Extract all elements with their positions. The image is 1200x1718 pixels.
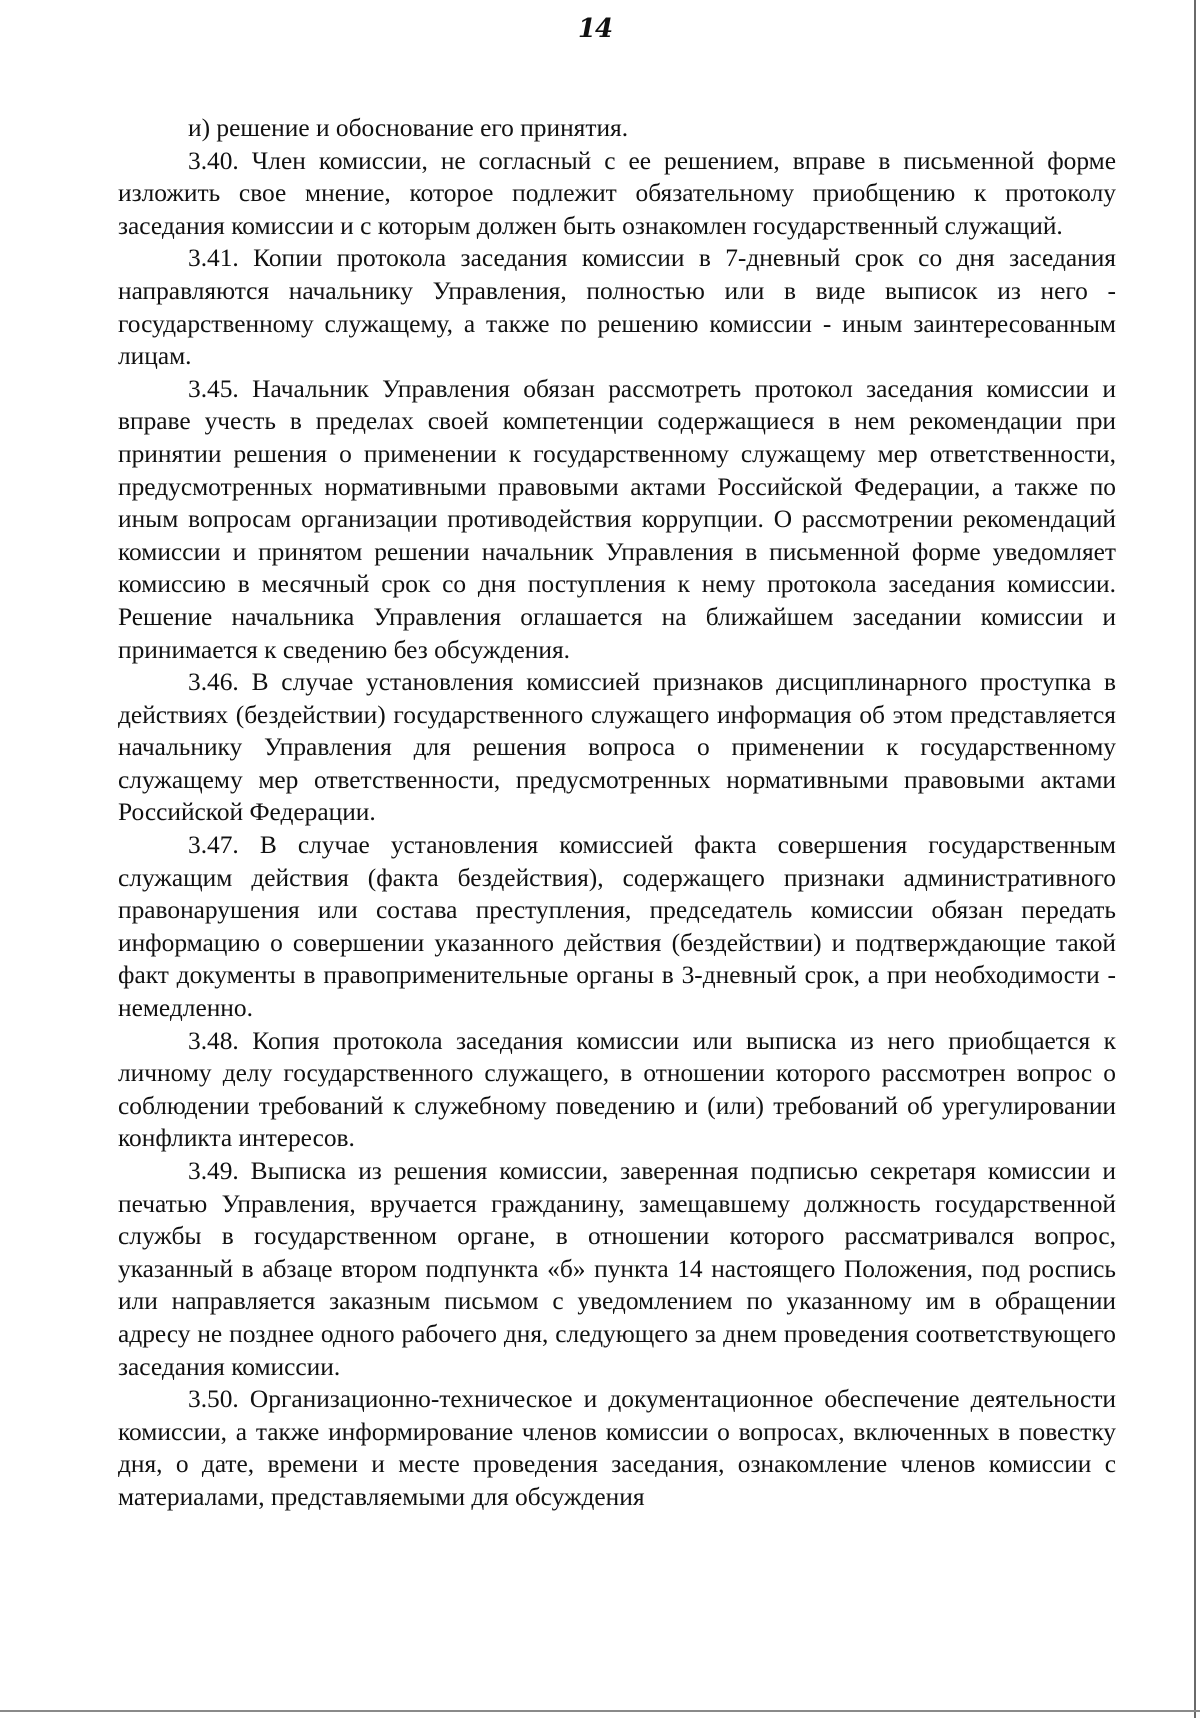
- scan-edge-bottom: [0, 1710, 1200, 1712]
- paragraph-3-40: 3.40. Член комиссии, не согласный с ее решением, вправе в письменной форме изложить свое мнение, которое подлежит обязательному приобщению к протоколу заседания комиссии и с которым должен быть ознакомлен государственный служащий.: [118, 146, 1116, 240]
- paragraph-item-i: и) решение и обоснование его принятия.: [188, 114, 629, 142]
- scan-edge-right: [1194, 0, 1196, 1718]
- paragraph-3-49: 3.49. Выписка из решения комиссии, заверенная подписью секретаря комиссии и печатью Управления, вручается гражданину, замещавшему должность государственной службы в государственном органе, в отношении которого рассматривался вопрос, указанный в абзаце втором подпункта «б» пункта 14 настоящего Положения, под роспись или направляется заказным письмом с уведомлением по указанному им в обращении адресу не позднее одного рабочего дня, следующего за днем проведения соответствующего заседания комиссии.: [118, 1157, 1116, 1381]
- paragraph-3-50: 3.50. Организационно-техническое и документационное обеспечение деятельности комиссии, а также информирование членов комиссии о вопросах, включенных в повестку дня, о дате, времени и месте проведения заседания, ознакомление членов комиссии с материалами, представляемыми для обсуждения: [118, 1385, 1116, 1511]
- paragraph-3-47: 3.47. В случае установления комиссией факта совершения государственным служащим действия (факта бездействия), содержащего признаки административного правонарушения или состава преступления, председатель комиссии обязан передать информацию о совершении указанного действия (бездействии) и подтверждающие такой факт документы в правоприменительные органы в 3-дневный срок, а при необходимости - немедленно.: [118, 831, 1116, 1023]
- page-number: 14: [577, 14, 613, 44]
- paragraph-3-46: 3.46. В случае установления комиссией признаков дисциплинарного проступка в действиях (бездействии) государственного служащего информация об этом представляется начальнику Управления для решения вопроса о применении к государственному служащему мер ответственности, предусмотренных нормативными правовыми актами Российской Федерации.: [118, 668, 1116, 827]
- paragraph-3-41: 3.41. Копии протокола заседания комиссии в 7-дневный срок со дня заседания направляются начальнику Управления, полностью или в виде выписок из него - государственному служащему, а также по решению комиссии - иным заинтересованным лицам.: [118, 244, 1116, 371]
- paragraph-3-45: 3.45. Начальник Управления обязан рассмотреть протокол заседания комиссии и вправе учесть в пределах своей компетенции содержащиеся в нем рекомендации при принятии решения о применении к государственному служащему мер ответственности, предусмотренных нормативными правовыми актами Российской Федерации, а также по иным вопросам организации противодействия коррупции. О рассмотрении рекомендаций комиссии и принятом решении начальник Управления в письменной форме уведомляет комиссию в месячный срок со дня поступления к нему протокола заседания комиссии. Решение начальника Управления оглашается на ближайшем заседании комиссии и принимается к сведению без обсуждения.: [118, 374, 1116, 664]
- paragraph-3-48: 3.48. Копия протокола заседания комиссии или выписка из него приобщается к личному делу государственного служащего, в отношении которого рассмотрен вопрос о соблюдении требований к служебному поведению и (или) требований об урегулировании конфликта интересов.: [118, 1026, 1116, 1153]
- document-body: [118, 112, 1116, 1514]
